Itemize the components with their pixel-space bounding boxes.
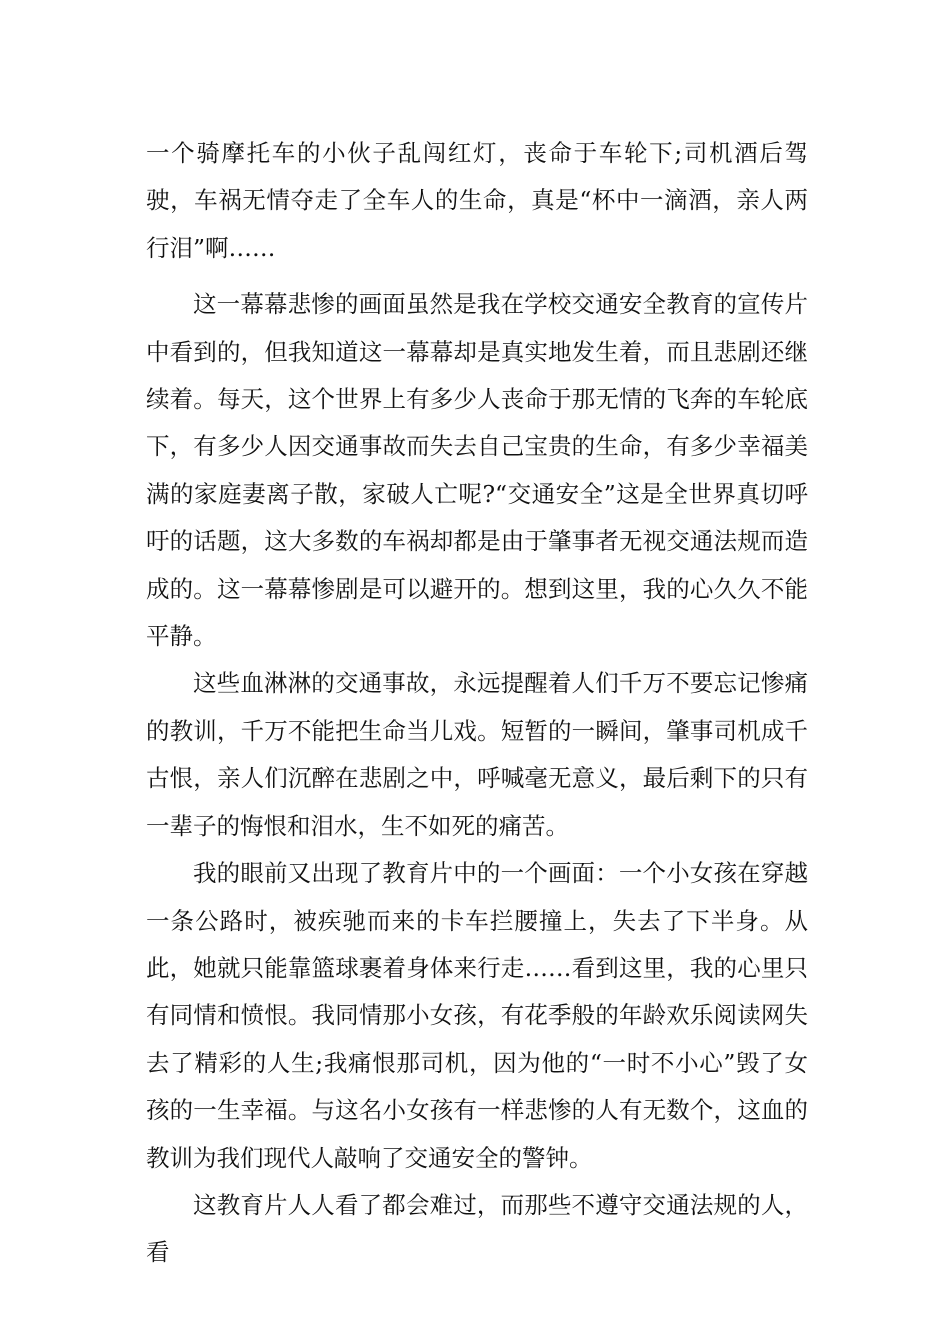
paragraph: 这些血淋淋的交通事故，永远提醒着人们千万不要忘记惨痛的教训，千万不能把生命当儿戏。短暂的一瞬间，肇事司机成千古恨，亲人们沉醉在悲剧之中，呼喊毫无意义，最后剩下的只有一辈子的悔恨和泪水，生不如死的痛苦。	[146, 669, 808, 840]
paragraph: 这教育片人人看了都会难过，而那些不遵守交通法规的人，看	[146, 1190, 808, 1267]
paragraph: 这一幕幕悲惨的画面虽然是我在学校交通安全教育的宣传片中看到的，但我知道这一幕幕却是真实地发生着，而且悲剧还继续着。每天，这个世界上有多少人丧命于那无情的飞奔的车轮底下，有多少人因交通事故而失去自己宝贵的生命，有多少幸福美满的家庭妻离子散，家破人亡呢?“交通安全”这是全世界真切呼吁的话题，这大多数的车祸却都是由于肇事者无视交通法规而造成的。这一幕幕惨剧是可以避开的。想到这里，我的心久久不能平静。	[146, 290, 808, 651]
paragraph: 我的眼前又出现了教育片中的一个画面：一个小女孩在穿越一条公路时，被疾驰而来的卡车拦腰撞上，失去了下半身。从此，她就只能靠篮球裹着身体来行走……看到这里，我的心里只有同情和愤恨。我同情那小女孩，有花季般的年龄欢乐阅读网失去了精彩的人生;我痛恨那司机，因为他的“一时不小心”毁了女孩的一生幸福。与这名小女孩有一样悲惨的人有无数个，这血的教训为我们现代人敲响了交通安全的警钟。	[146, 859, 808, 1172]
document-body	[146, 130, 808, 1277]
paragraph-continued-opening: 一个骑摩托车的小伙子乱闯红灯，丧命于车轮下;司机酒后驾驶，车祸无情夺走了全车人的生命，真是“杯中一滴酒，亲人两行泪”啊……	[146, 139, 808, 262]
